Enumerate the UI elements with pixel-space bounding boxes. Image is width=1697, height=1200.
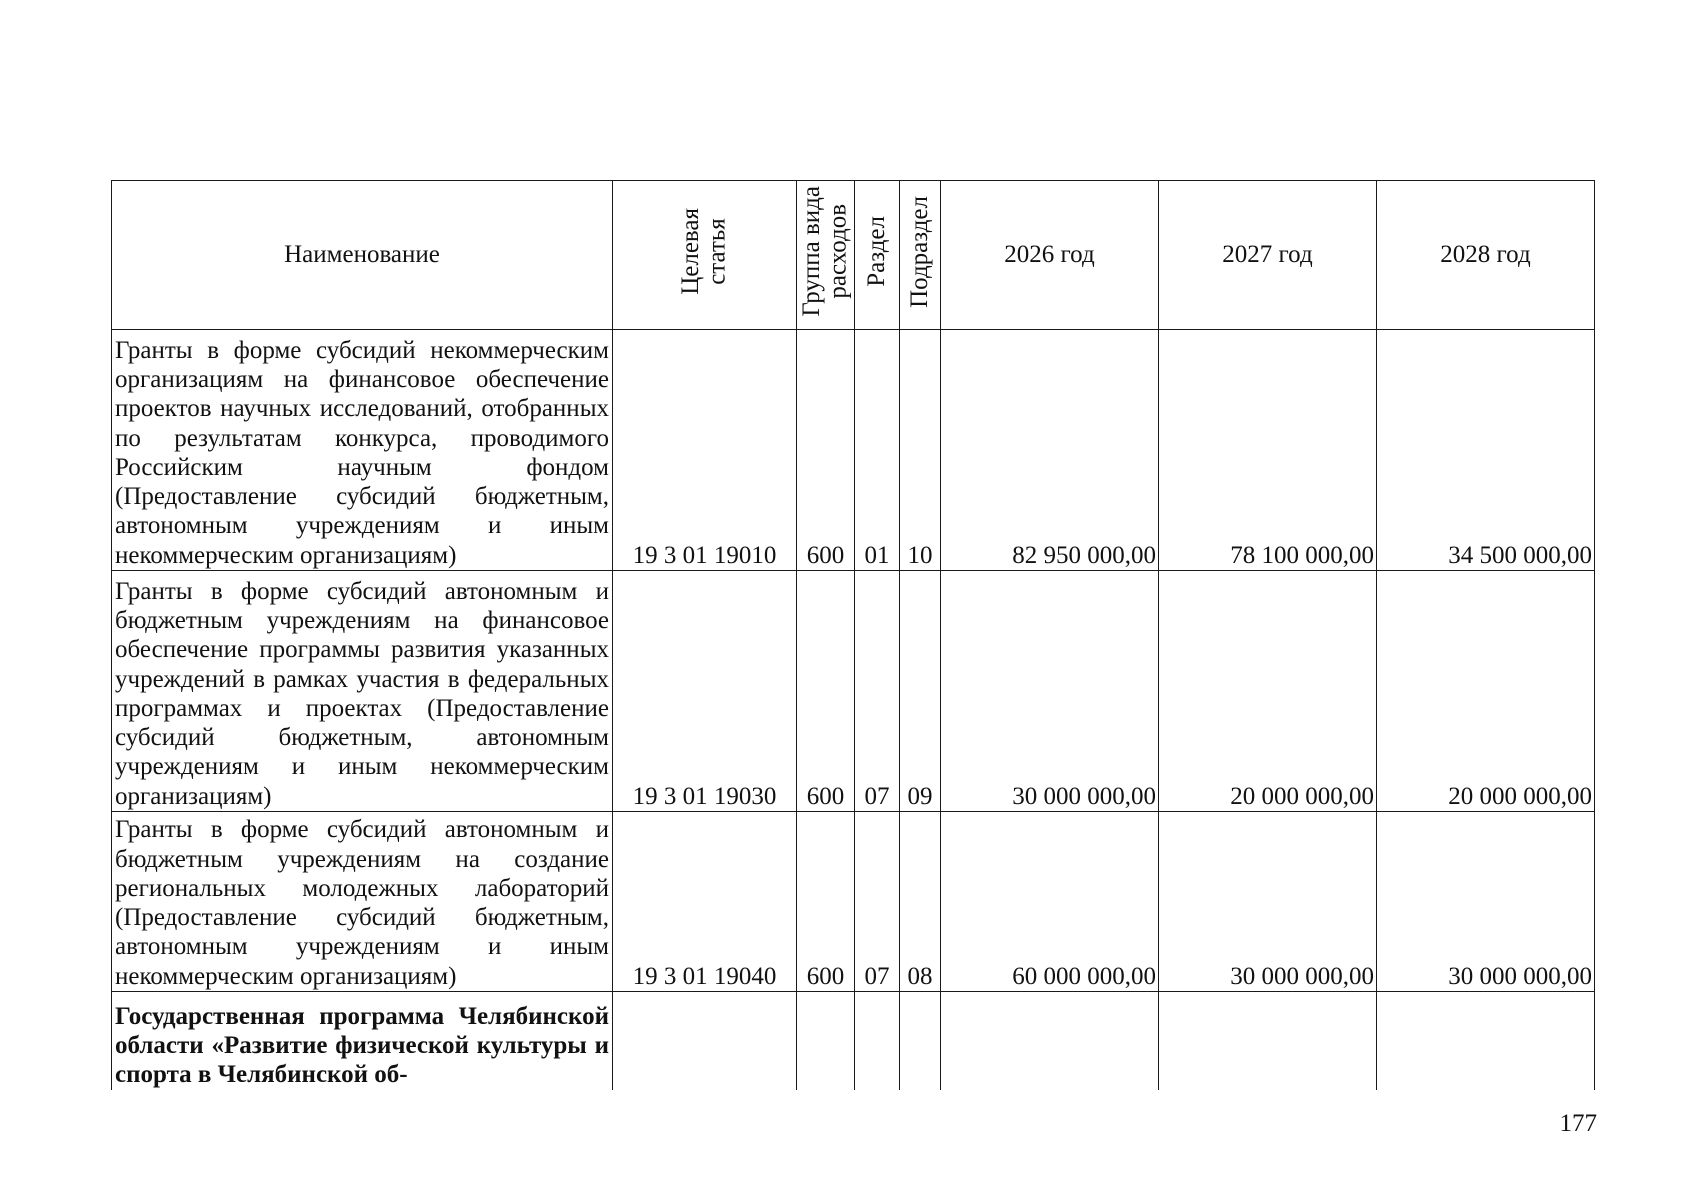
header-year-2027-label: 2027 год [1222, 241, 1313, 268]
row-amount-2028 [1377, 992, 1595, 1090]
header-target-article-line2: статья [703, 218, 731, 285]
row-amount-2026: 82 950 000,00 [941, 330, 1159, 571]
header-target-article-line1: Целевая [677, 208, 705, 295]
table-header-row [112, 181, 1595, 330]
row-amount-2027: 78 100 000,00 [1159, 330, 1377, 571]
row-amount-2028: 34 500 000,00 [1377, 330, 1595, 571]
header-expense-group-line1: Группа вида [798, 186, 826, 317]
row-name: Гранты в форме субсидий автономным и бюджетным учреждениям на финансовое обеспечение программы развития указанных учреждений в рамках участия в федеральных программах и проектах (Предоставление субсидий бюджетным, автономным учреждениям и иным некоммерческим организациям) [112, 571, 613, 812]
row-section: 07 [855, 571, 900, 812]
row-amount-2026: 60 000 000,00 [941, 812, 1159, 992]
header-expense-group-label [799, 186, 852, 317]
row-subsection [900, 992, 941, 1090]
header-year-2027 [1159, 181, 1377, 330]
row-name: Гранты в форме субсидий некоммерческим организациям на финансовое обеспечение проектов научных исследований, отобранных по результатам конкурса, проводимого Российским научным фондом (Предоставление субсидий бюджетным, автономным учреждениям и иным некоммерческим организациям) [112, 330, 613, 571]
row-target-article [613, 992, 797, 1090]
row-subsection: 08 [900, 812, 941, 992]
table-row [112, 992, 1595, 1090]
row-subsection: 09 [900, 571, 941, 812]
table-row [112, 571, 1595, 812]
page-number: 177 [1559, 1110, 1597, 1137]
row-target-article: 19 3 01 19040 [613, 812, 797, 992]
table-row [112, 812, 1595, 992]
header-year-2028 [1377, 181, 1595, 330]
row-amount-2027: 30 000 000,00 [1159, 812, 1377, 992]
row-subsection: 10 [900, 330, 941, 571]
row-amount-2026 [941, 992, 1159, 1090]
header-name-label: Наименование [284, 241, 440, 268]
header-target-article [613, 181, 797, 330]
budget-table [111, 180, 1595, 1090]
row-section [855, 992, 900, 1090]
table-row [112, 330, 1595, 571]
row-target-article: 19 3 01 19010 [613, 330, 797, 571]
header-expense-group-line2: расходов [824, 204, 852, 299]
row-amount-2028: 20 000 000,00 [1377, 571, 1595, 812]
header-section-label: Раздел [862, 216, 890, 287]
header-target-article-label [678, 208, 731, 295]
header-subsection [900, 181, 941, 330]
row-amount-2028: 30 000 000,00 [1377, 812, 1595, 992]
row-section: 07 [855, 812, 900, 992]
header-name [112, 181, 613, 330]
header-year-2028-label: 2028 год [1440, 241, 1531, 268]
row-expense-group: 600 [797, 812, 855, 992]
row-name: Государственная программа Челябинской области «Развитие физической культуры и спорта в Челябинской об- [112, 992, 613, 1090]
row-amount-2026: 30 000 000,00 [941, 571, 1159, 812]
row-section: 01 [855, 330, 900, 571]
row-expense-group [797, 992, 855, 1090]
header-year-2026 [941, 181, 1159, 330]
row-amount-2027: 20 000 000,00 [1159, 571, 1377, 812]
header-section [855, 181, 900, 330]
header-expense-group [797, 181, 855, 330]
row-expense-group: 600 [797, 571, 855, 812]
header-subsection-label: Подраздел [905, 195, 933, 308]
row-target-article: 19 3 01 19030 [613, 571, 797, 812]
row-amount-2027 [1159, 992, 1377, 1090]
row-name: Гранты в форме субсидий автономным и бюджетным учреждениям на создание региональных молодежных лабораторий (Предоставление субсидий бюджетным, автономным учреждениям и иным некоммерческим организациям) [112, 812, 613, 992]
header-year-2026-label: 2026 год [1004, 241, 1095, 268]
row-expense-group: 600 [797, 330, 855, 571]
